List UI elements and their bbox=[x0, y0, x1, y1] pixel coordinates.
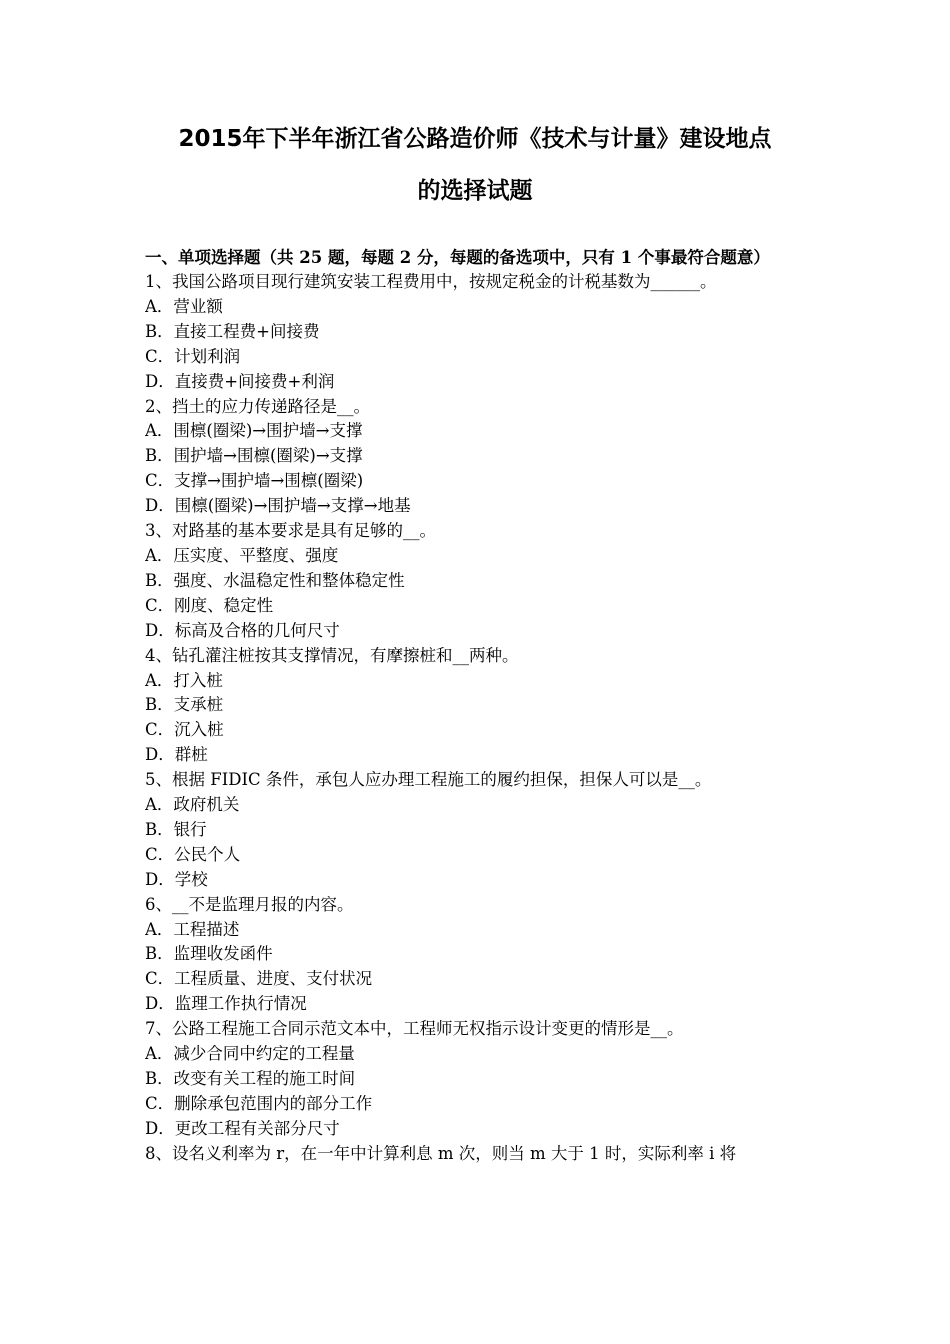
question-5 bbox=[145, 768, 810, 893]
document-body bbox=[145, 245, 810, 1167]
option-b: B．银行 bbox=[145, 819, 207, 839]
option-c: C．计划利润 bbox=[145, 346, 241, 366]
option-a: A．营业额 bbox=[145, 296, 223, 316]
option-b: B．监理收发函件 bbox=[145, 944, 273, 964]
option-b: B．围护墙→围檩(圈梁)→支撑 bbox=[145, 446, 363, 466]
document-title-line-2: 的选择试题 bbox=[417, 178, 533, 204]
option-b: B．直接工程费+间接费 bbox=[145, 321, 320, 341]
question-2 bbox=[145, 395, 810, 520]
option-d: D．更改工程有关部分尺寸 bbox=[145, 1118, 340, 1138]
question-stem: 2、挡土的应力传递路径是__。 bbox=[145, 396, 370, 416]
option-b: B．支承桩 bbox=[145, 695, 224, 715]
question-1 bbox=[145, 270, 810, 395]
option-c: C．支撑→围护墙→围檩(圈梁) bbox=[145, 471, 364, 491]
option-c: C．沉入桩 bbox=[145, 720, 224, 740]
document-title-line-1: 2015年下半年浙江省公路造价师《技术与计量》建设地点 bbox=[178, 126, 772, 152]
question-stem: 4、钻孔灌注桩按其支撑情况，有摩擦桩和__两种。 bbox=[145, 645, 519, 665]
option-d: D．直接费+间接费+利润 bbox=[145, 371, 335, 391]
question-7 bbox=[145, 1017, 810, 1142]
option-a: A．压实度、平整度、强度 bbox=[145, 545, 339, 565]
question-6 bbox=[145, 893, 810, 1018]
option-a: A．打入桩 bbox=[145, 670, 223, 690]
question-stem: 7、公路工程施工合同示范文本中，工程师无权指示设计变更的情形是__。 bbox=[145, 1019, 684, 1039]
question-stem: 5、根据 FIDIC 条件，承包人应办理工程施工的履约担保，担保人可以是__。 bbox=[145, 770, 712, 790]
question-8-stem: 8、设名义利率为 r，在一年中计算利息 m 次，则当 m 大于 1 时，实际利率 i 将 bbox=[145, 1143, 737, 1163]
option-c: C．公民个人 bbox=[145, 844, 241, 864]
question-stem: 3、对路基的基本要求是具有足够的__。 bbox=[145, 521, 436, 541]
option-a: A．围檩(圈梁)→围护墙→支撑 bbox=[145, 421, 363, 441]
option-d: D．监理工作执行情况 bbox=[145, 994, 307, 1014]
question-3 bbox=[145, 519, 810, 644]
option-d: D．标高及合格的几何尺寸 bbox=[145, 620, 340, 640]
option-d: D．群桩 bbox=[145, 745, 208, 765]
option-a: A．工程描述 bbox=[145, 919, 240, 939]
question-4 bbox=[145, 644, 810, 769]
option-d: D．学校 bbox=[145, 869, 208, 889]
option-c: C．删除承包范围内的部分工作 bbox=[145, 1093, 373, 1113]
question-stem: 1、我国公路项目现行建筑安装工程费用中，按规定税金的计税基数为______。 bbox=[145, 272, 717, 291]
option-c: C．刚度、稳定性 bbox=[145, 595, 274, 615]
option-b: B．强度、水温稳定性和整体稳定性 bbox=[145, 570, 405, 590]
question-stem: 6、__不是监理月报的内容。 bbox=[145, 894, 354, 914]
section-heading: 一、单项选择题（共 25 题，每题 2 分，每题的备选项中，只有 1 个事最符合题意） bbox=[145, 248, 770, 267]
option-a: A．减少合同中约定的工程量 bbox=[145, 1044, 355, 1064]
option-c: C．工程质量、进度、支付状况 bbox=[145, 969, 373, 989]
option-d: D．围檩(圈梁)→围护墙→支撑→地基 bbox=[145, 496, 411, 516]
option-a: A．政府机关 bbox=[145, 795, 240, 815]
option-b: B．改变有关工程的施工时间 bbox=[145, 1069, 356, 1088]
